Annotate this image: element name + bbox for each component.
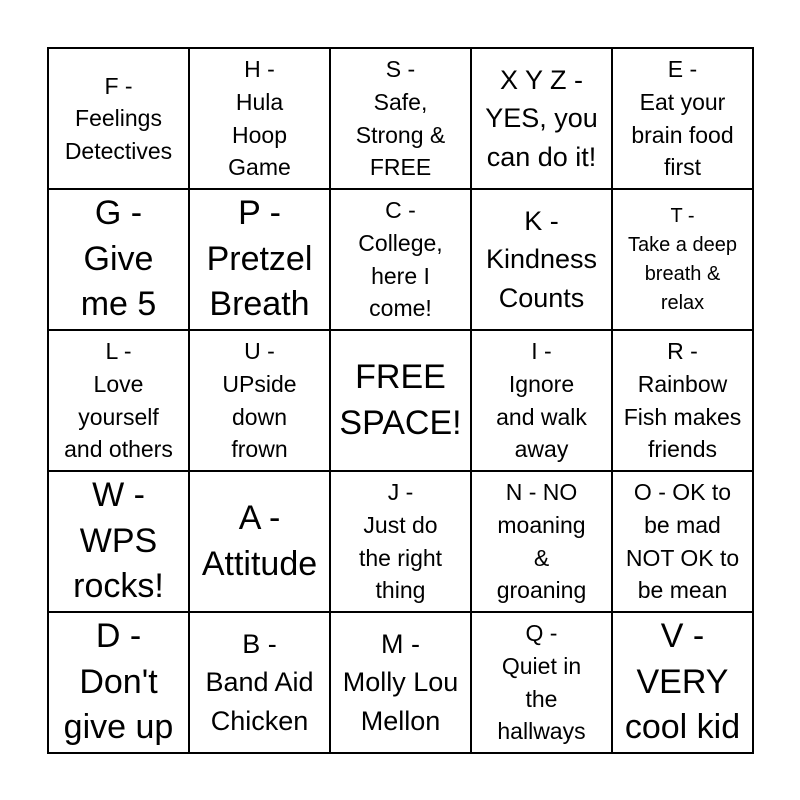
cell-text: K - Kindness Counts [485,206,598,313]
bingo-cell-r5c2[interactable] [189,612,330,753]
cell-text: C - College, here I come! [358,197,443,322]
cell-text: G - Give me 5 [80,194,157,324]
cell-text: Q - Quiet in the hallways [497,620,586,745]
bingo-cell-r2c3[interactable] [330,189,471,330]
bingo-cell-r3c4[interactable] [471,330,612,471]
cell-text: S - Safe, Strong & FREE [355,56,446,181]
cell-text: M - Molly Lou Mellon [342,629,459,736]
cell-text: H - Hula Hoop Game [228,56,291,181]
cell-text: I - Ignore and walk away [496,338,587,463]
cell-text: L - Love yourself and others [64,338,173,463]
bingo-board [47,47,754,754]
bingo-cell-r5c1[interactable] [48,612,189,753]
cell-text: W - WPS rocks! [73,476,164,606]
bingo-cell-r2c1[interactable] [48,189,189,330]
bingo-cell-r2c4[interactable] [471,189,612,330]
bingo-cell-r1c2[interactable] [189,48,330,189]
bingo-cell-r3c2[interactable] [189,330,330,471]
bingo-cell-r4c2[interactable] [189,471,330,612]
bingo-cell-r5c4[interactable] [471,612,612,753]
bingo-cell-r4c1[interactable] [48,471,189,612]
bingo-cell-r1c1[interactable] [48,48,189,189]
cell-text: O - OK to be mad NOT OK to be mean [625,479,740,604]
cell-text: T - Take a deep breath & relax [628,204,737,314]
bingo-cell-r2c2[interactable] [189,189,330,330]
cell-text: P - Pretzel Breath [206,194,313,324]
bingo-cell-r4c3[interactable] [330,471,471,612]
cell-text: R - Rainbow Fish makes friends [623,338,742,463]
bingo-cell-r1c5[interactable] [612,48,753,189]
cell-text: X Y Z - YES, you can do it! [485,65,598,172]
bingo-cell-r4c5[interactable] [612,471,753,612]
cell-text: N - NO moaning & groaning [496,479,587,604]
bingo-cell-r3c1[interactable] [48,330,189,471]
cell-text: U - UPside down frown [222,338,297,463]
cell-text: D - Don't give up [63,617,174,747]
bingo-cell-r3c5[interactable] [612,330,753,471]
cell-text: B - Band Aid Chicken [205,629,314,736]
cell-text: V - VERY cool kid [624,617,741,747]
bingo-cell-r4c4[interactable] [471,471,612,612]
bingo-cell-r1c4[interactable] [471,48,612,189]
bingo-cell-r2c5[interactable] [612,189,753,330]
free-space-cell[interactable] [330,330,471,471]
bingo-cell-r5c3[interactable] [330,612,471,753]
cell-text: A - Attitude [201,498,318,583]
bingo-cell-r5c5[interactable] [612,612,753,753]
cell-text: E - Eat your brain food first [631,56,734,181]
bingo-cell-r1c3[interactable] [330,48,471,189]
cell-text: J - Just do the right thing [358,479,443,604]
cell-text: FREE SPACE! [339,357,462,442]
cell-text: F - Feelings Detectives [64,72,173,164]
